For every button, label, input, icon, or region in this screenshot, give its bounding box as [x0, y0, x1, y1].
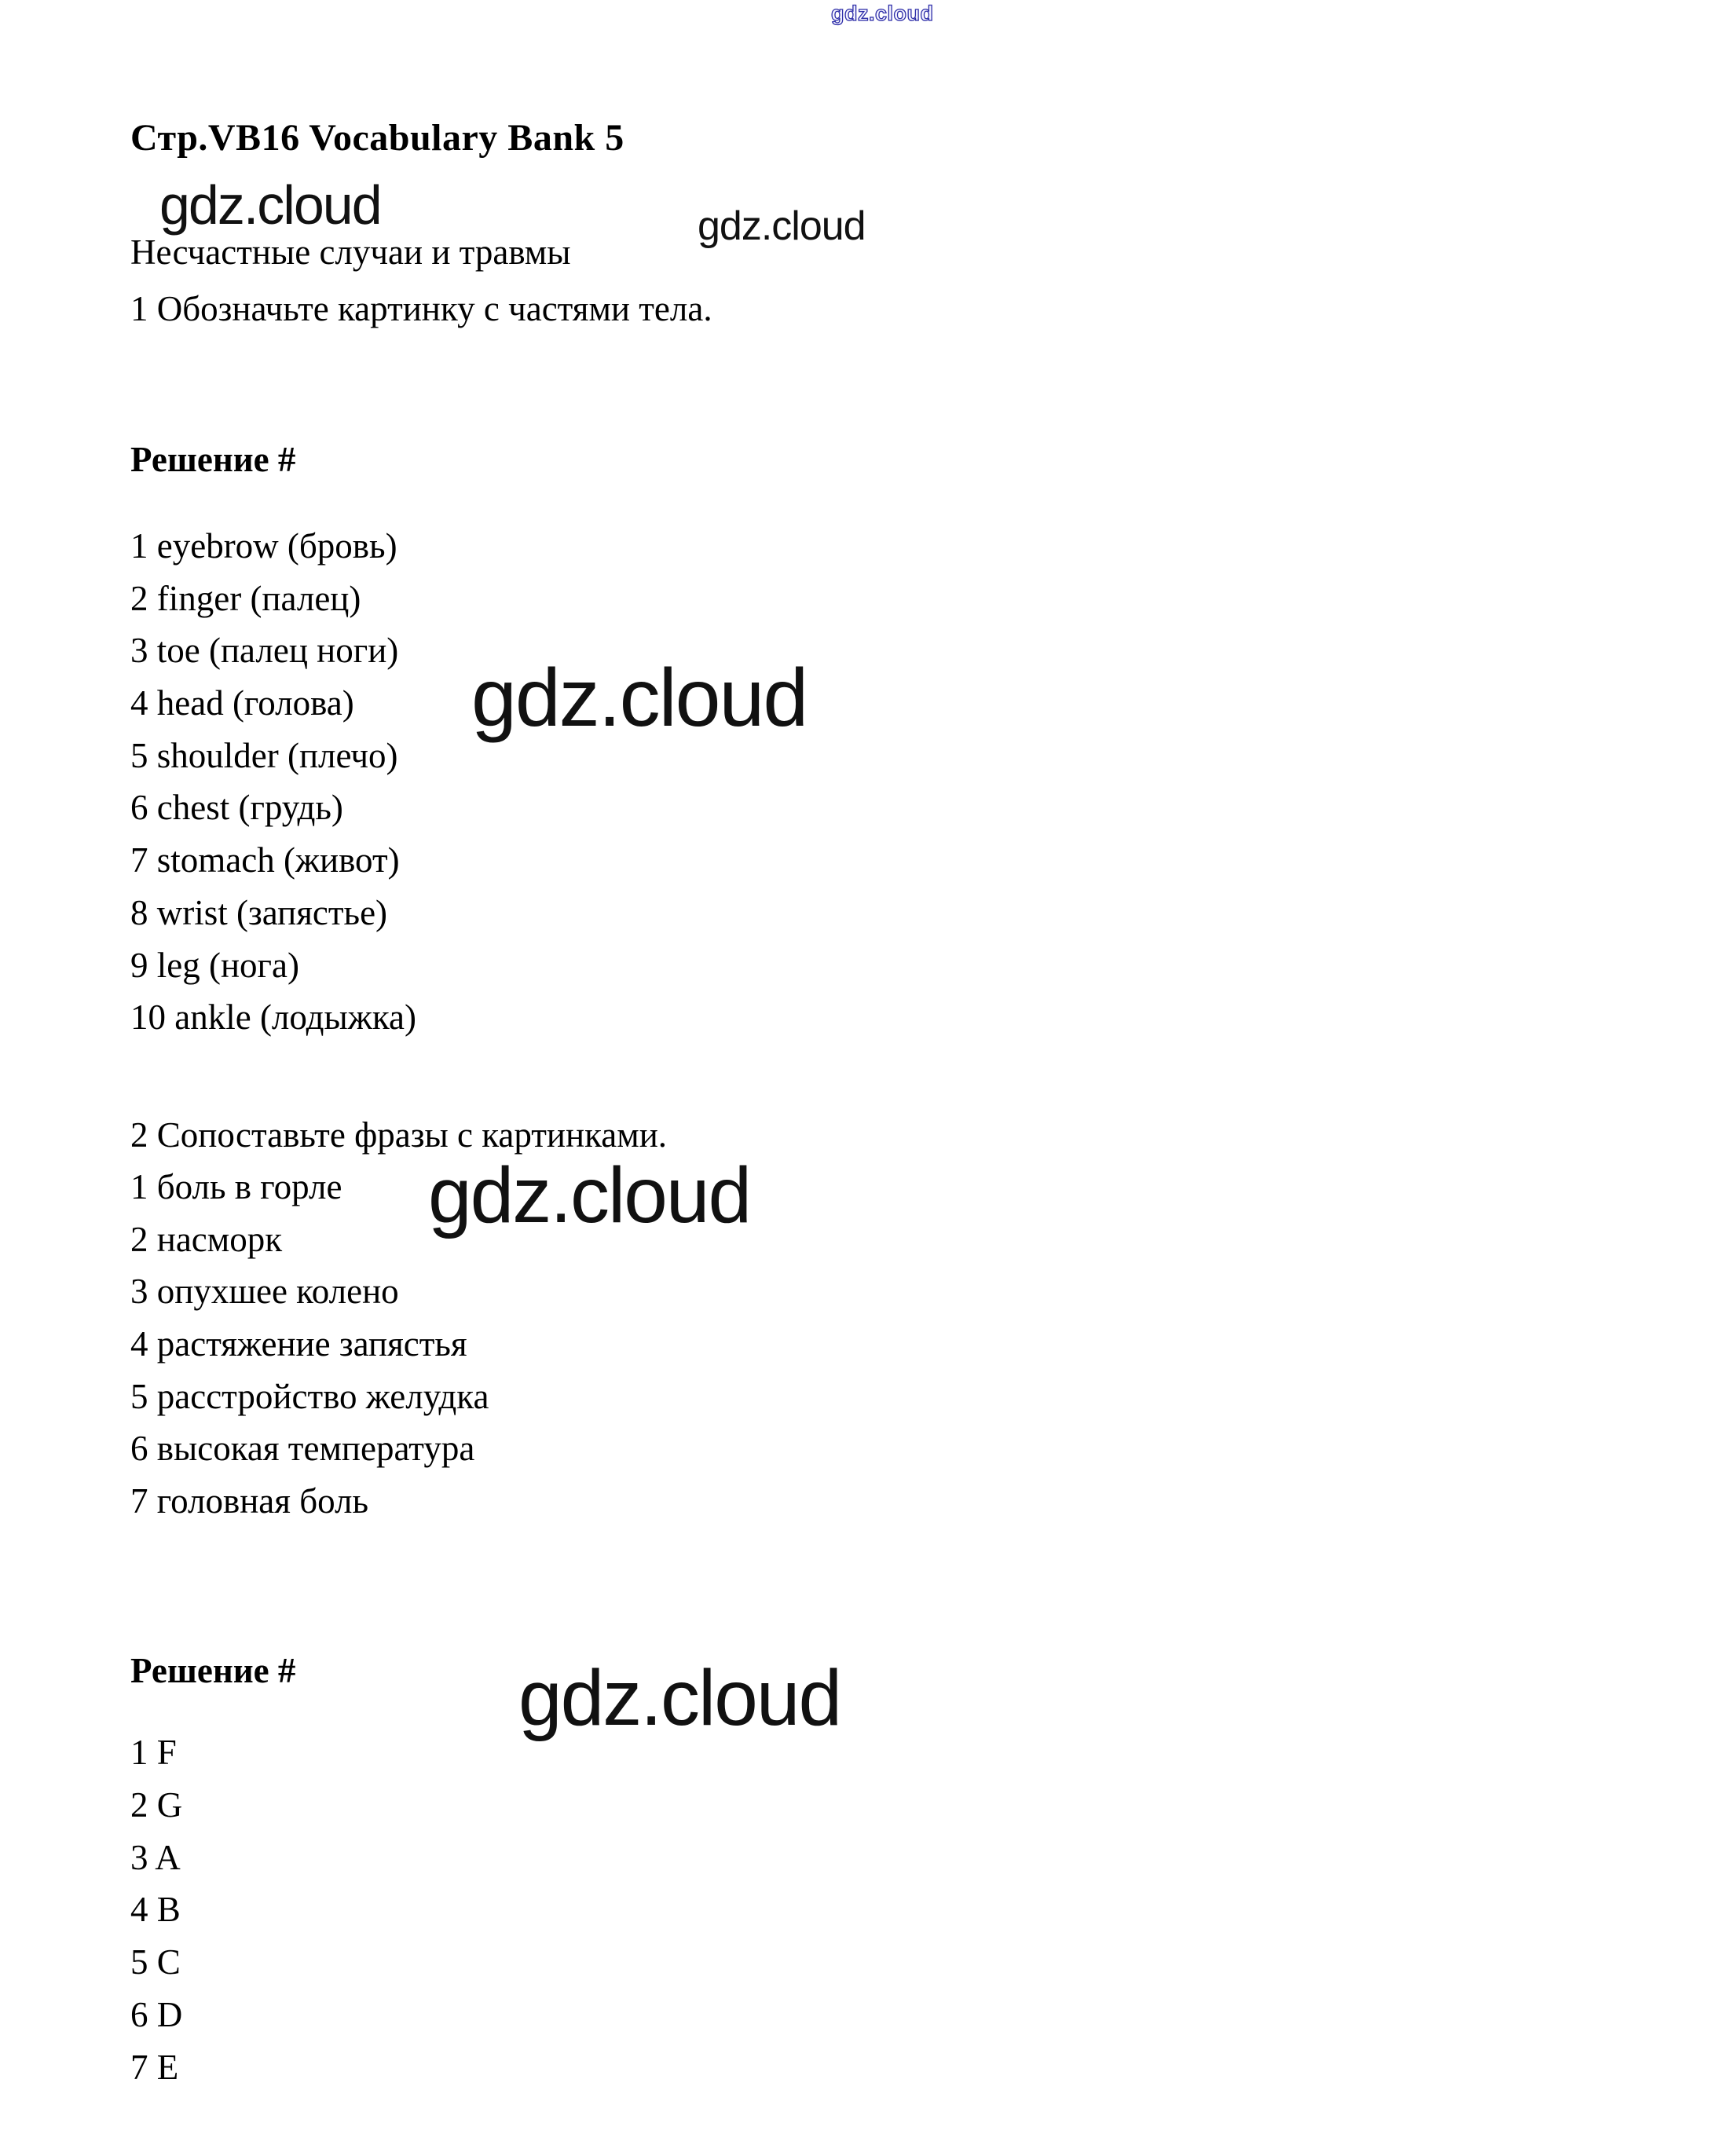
phrase-list [130, 1161, 489, 1528]
phrase-item: 3 опухшее колено [130, 1272, 399, 1312]
phrase-item: 4 растяжение запястья [130, 1324, 467, 1364]
vocab-item: 6 chest (грудь) [130, 788, 343, 828]
vocab-item: 10 ankle (лодыжка) [130, 997, 416, 1038]
phrase-item: 6 высокая температура [130, 1429, 475, 1469]
phrase-item: 5 расстройство желудка [130, 1376, 489, 1416]
solution2-heading: Решение # [130, 1651, 296, 1690]
task1-prompt: 1 Обозначьте картинку с частями тела. [130, 289, 712, 328]
task2-prompt: 2 Сопоставьте фразы с картинками. [130, 1115, 668, 1155]
answer-item: 7 E [130, 2047, 179, 2087]
vocab-item: 7 stomach (живот) [130, 840, 400, 880]
watermark-gdz-cloud-2: gdz.cloud [698, 203, 866, 249]
vocab-list [130, 520, 416, 1044]
solution1-heading: Решение # [130, 440, 296, 479]
watermark-gdz-cloud-3: gdz.cloud [471, 653, 808, 744]
vocab-item: 1 eyebrow (бровь) [130, 526, 397, 566]
watermark-gdz-cloud-1: gdz.cloud [159, 174, 381, 236]
answer-item: 4 B [130, 1890, 181, 1930]
watermark-gdz-cloud-5: gdz.cloud [518, 1654, 841, 1742]
phrase-item: 2 насморк [130, 1219, 283, 1259]
vocab-item: 4 head (голова) [130, 683, 354, 723]
answer-item: 6 D [130, 1994, 183, 2034]
vocab-item: 8 wrist (запястье) [130, 892, 388, 932]
answer-item: 2 G [130, 1784, 183, 1825]
answer-item: 1 F [130, 1733, 177, 1772]
answer-list [130, 1726, 182, 2094]
vocab-item: 5 shoulder (плечо) [130, 735, 398, 775]
vocab-item: 2 finger (палец) [130, 578, 361, 618]
page-title: Стр.VB16 Vocabulary Bank 5 [130, 117, 624, 159]
phrase-item: 7 головная боль [130, 1481, 368, 1521]
watermark-gdz-cloud-top: gdz.cloud [831, 2, 934, 25]
answer-item: 5 C [130, 1942, 181, 1982]
watermark-gdz-cloud-4: gdz.cloud [428, 1151, 751, 1239]
phrase-item: 1 боль в горле [130, 1167, 342, 1206]
vocab-item: 9 leg (нога) [130, 945, 299, 985]
section-subtitle: Несчастные случаи и травмы [130, 232, 571, 272]
answer-item: 3 A [130, 1837, 181, 1877]
vocab-item: 3 toe (палец ноги) [130, 631, 399, 671]
